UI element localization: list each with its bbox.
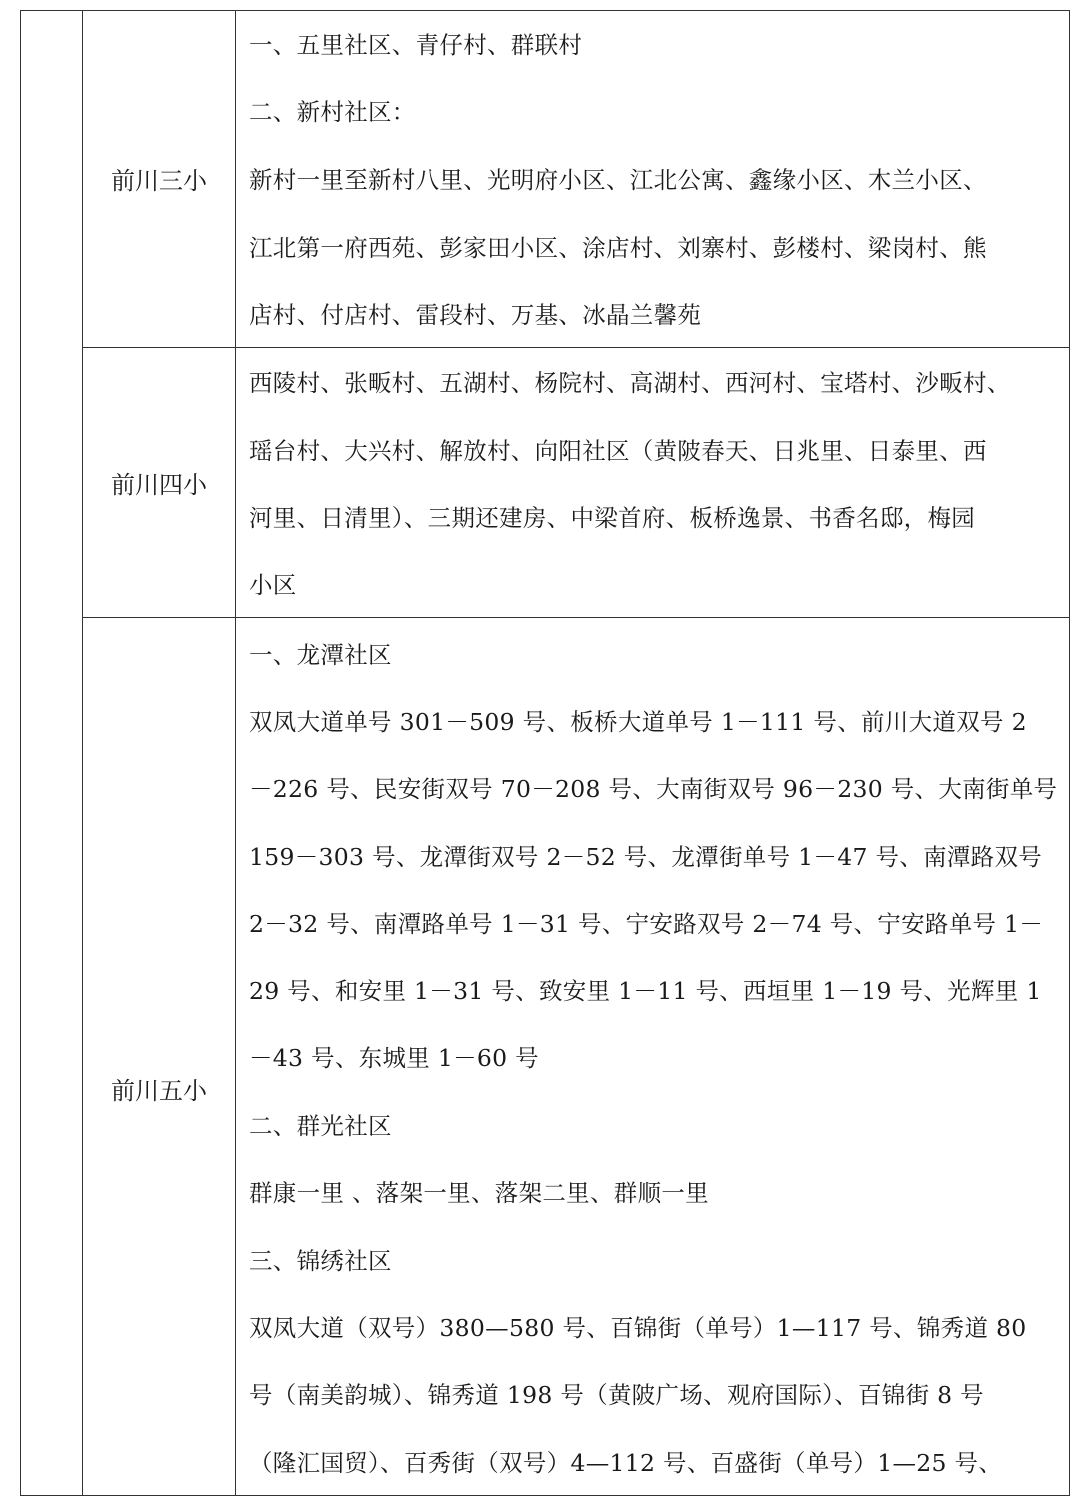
area-line: 29 号、和安里 1－31 号、致安里 1－11 号、西垣里 1－19 号、光辉里 1 (249, 977, 1042, 1005)
area-line: 二、新村社区： (249, 98, 416, 126)
area-line: 新村一里至新村八里、光明府小区、江北公寓、鑫缘小区、木兰小区、 (249, 166, 987, 194)
area-line: 西陵村、张畈村、五湖村、杨院村、高湖村、西河村、宝塔村、沙畈村、 (249, 369, 1011, 397)
area-line: 店村、付店村、雷段村、万基、冰晶兰馨苑 (249, 301, 702, 329)
area-line: 一、龙潭社区 (249, 641, 392, 669)
area-line: 江北第一府西苑、彭家田小区、涂店村、刘寨村、彭楼村、梁岗村、熊 (249, 234, 987, 262)
school-name: 前川四小 (111, 471, 207, 499)
allocation-table (20, 10, 1070, 1496)
area-line: 双凤大道（双号）380—580 号、百锦街（单号）1—117 号、锦秀道 80 (249, 1314, 1027, 1342)
area-line: 小区 (249, 571, 297, 599)
table-column-divider (82, 11, 83, 1495)
table-column-divider (235, 11, 236, 1495)
area-line: 一、五里社区、青仔村、群联村 (249, 31, 583, 59)
school-name: 前川三小 (111, 167, 207, 195)
area-line: 159－303 号、龙潭街双号 2－52 号、龙潭街单号 1－47 号、南潭路双号 (249, 843, 1043, 871)
area-line: 号（南美韵城）、锦秀道 198 号（黄陂广场、观府国际）、百锦街 8 号 (249, 1381, 984, 1409)
table-row-divider (82, 347, 1069, 348)
area-line: 瑶台村、大兴村、解放村、向阳社区（黄陂春天、日兆里、日泰里、西 (249, 437, 987, 465)
area-line: －43 号、东城里 1－60 号 (249, 1044, 539, 1072)
area-line: 河里、日清里）、三期还建房、中梁首府、板桥逸景、书香名邸，梅园 (249, 504, 976, 532)
table-row-divider (82, 617, 1069, 618)
area-line: 2－32 号、南潭路单号 1－31 号、宁安路双号 2－74 号、宁安路单号 1－ (249, 910, 1044, 938)
area-line: 群康一里 、落架一里、落架二里、群顺一里 (249, 1179, 709, 1207)
area-line: （隆汇国贸）、百秀街（双号）4—112 号、百盛街（单号）1—25 号、 (249, 1449, 1003, 1477)
school-name: 前川五小 (111, 1077, 207, 1105)
area-line: 双凤大道单号 301－509 号、板桥大道单号 1－111 号、前川大道双号 2 (249, 708, 1027, 736)
area-line: 三、锦绣社区 (249, 1247, 392, 1275)
area-line: 二、群光社区 (249, 1112, 392, 1140)
area-line: －226 号、民安街双号 70－208 号、大南街双号 96－230 号、大南街单号 (249, 775, 1058, 803)
